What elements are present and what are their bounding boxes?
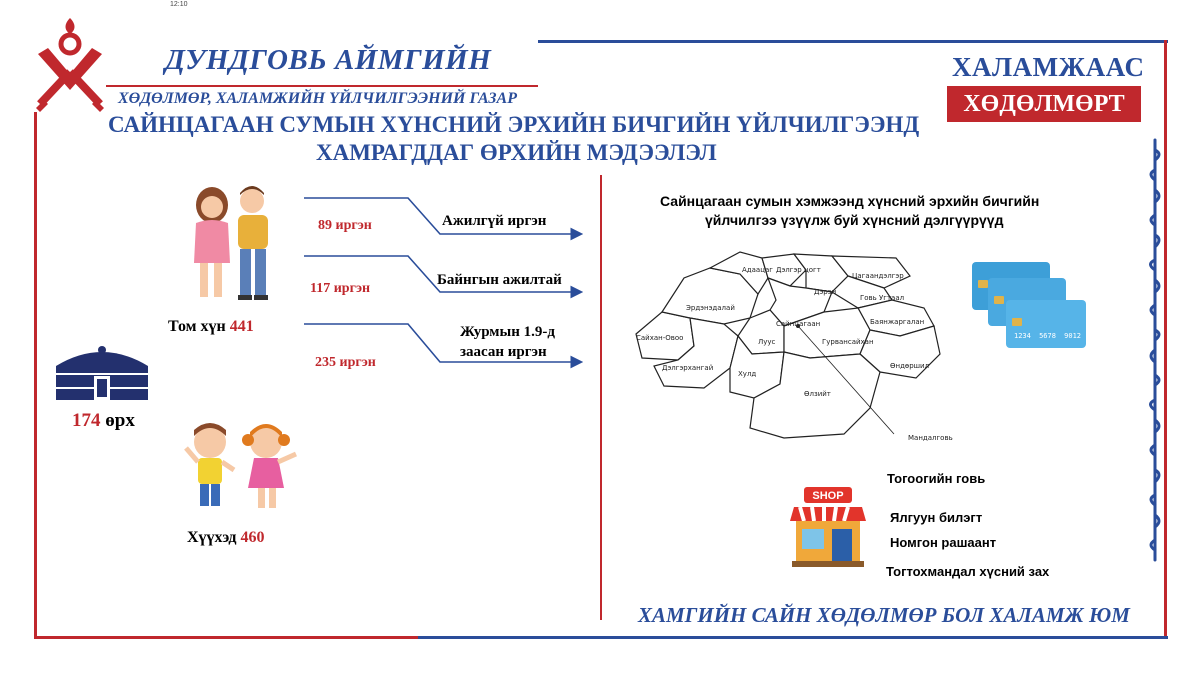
children-illustration	[180, 418, 306, 513]
adults-summary	[168, 318, 254, 336]
store-name: Номгон рашаант	[890, 535, 997, 550]
card-number-2: 5678	[1039, 332, 1056, 340]
map-label-tsagaandelger: Цагаандэлгэр	[852, 272, 904, 280]
map-label-saintsagaan: Сайнцагаан	[776, 320, 821, 328]
card-number-4: 3456	[1089, 332, 1107, 340]
org-title: ДУНДГОВЬ АЙМГИЙН	[165, 44, 492, 76]
map-label-gobi-ugtaal: Говь Угтаал	[860, 294, 905, 302]
org-subtitle: ХӨДӨЛМӨР, ХАЛАМЖИЙН ҮЙЛЧИЛГЭЭНИЙ ГАЗАР	[118, 90, 517, 107]
children-count: 460	[240, 529, 265, 546]
map-label-erdenedalai: Эрдэнэдалай	[686, 304, 735, 312]
mongol-script-decoration	[1140, 140, 1170, 560]
frame-line	[34, 636, 418, 639]
map-label-gurvansaikhan: Гурвансайхан	[822, 338, 874, 346]
timestamp: 12:10	[170, 1, 188, 8]
map-label-khuld: Хулд	[738, 370, 757, 378]
card-number-1: 1234	[1014, 332, 1031, 340]
children-summary	[187, 529, 265, 547]
org-logo	[30, 12, 110, 112]
frame-line	[538, 40, 1168, 43]
province-map	[634, 248, 953, 448]
frame-line	[418, 636, 1168, 639]
section-divider	[600, 175, 602, 620]
svg-text:1234 5678 9012 345	[1014, 332, 1106, 340]
shop-icon	[790, 485, 866, 569]
ger-icon	[52, 344, 152, 402]
stat-label-rule-2: заасан иргэн	[460, 344, 547, 360]
map-label-undurshil: Өндөршил	[890, 362, 930, 370]
stat-count-unemployed: 89 иргэн	[318, 218, 372, 233]
frame-line	[34, 112, 37, 638]
households-count: 174	[72, 410, 101, 431]
shop-sign-text: SHOP	[812, 490, 844, 502]
stat-label-employed: Байнгын ажилтай	[437, 272, 562, 288]
stat-label-unemployed: Ажилгүй иргэн	[442, 213, 547, 229]
adults-illustration	[182, 183, 282, 301]
slogan-bottom: ХӨДӨЛМӨРТ	[947, 86, 1141, 122]
map-label-bayanjargalan: Баянжаргалан	[870, 318, 925, 326]
map-label-deren: Дэрэн	[814, 288, 837, 296]
stat-label-rule-1: Журмын 1.9-д	[460, 324, 555, 340]
footer-slogan: ХАМГИЙН САЙН ХӨДӨЛМӨР БОЛ ХАЛАМЖ ЮМ	[638, 603, 1130, 627]
store-name: Ялгуун билэгт	[890, 510, 983, 525]
stores-title-line2: үйлчилгээ үзүүлж буй хүнсний дэлгүүрүүд	[705, 212, 1004, 228]
main-title-line2: ХАМРАГДДАГ ӨРХИЙН МЭДЭЭЛЭЛ	[316, 140, 717, 165]
food-cards-illustration	[970, 260, 1107, 352]
store-name: Тогтохмандал хүсний зах	[886, 564, 1050, 579]
households-summary	[72, 410, 135, 432]
adults-count: 441	[229, 318, 254, 335]
map-label-luus: Луус	[758, 338, 776, 346]
main-title-line1: САЙНЦАГААН СУМЫН ХҮНСНИЙ ЭРХИЙН БИЧГИЙН ҮЙЛЧИЛГЭЭНД	[108, 112, 920, 137]
stores-title-line1: Сайнцагаан сумын хэмжээнд хүнсний эрхийн бичгийн	[660, 193, 1040, 209]
stat-count-rule: 235 иргэн	[315, 355, 376, 370]
store-name: Тогоогийн говь	[887, 471, 986, 486]
households-label: өрх	[105, 410, 135, 431]
frame-line	[106, 85, 538, 87]
map-label-saikhan-ovoo: Сайхан-Овоо	[636, 334, 684, 342]
slogan-top: ХАЛАМЖААС	[952, 52, 1145, 82]
map-label-mandalgovi: Мандалговь	[908, 434, 953, 442]
map-label-delgertsogt: Дэлгэр цогт	[776, 266, 821, 274]
adults-label: Том хүн	[168, 318, 226, 335]
map-label-delgerkhangai: Дэлгэрхангай	[662, 364, 714, 372]
card-number-3: 9012	[1064, 332, 1082, 340]
map-label-adaatsag: Адаацаг	[742, 266, 773, 274]
stat-count-employed: 117 иргэн	[310, 281, 371, 296]
children-label: Хүүхэд	[187, 529, 237, 546]
map-label-ulziit: Өлзийт	[804, 390, 831, 398]
